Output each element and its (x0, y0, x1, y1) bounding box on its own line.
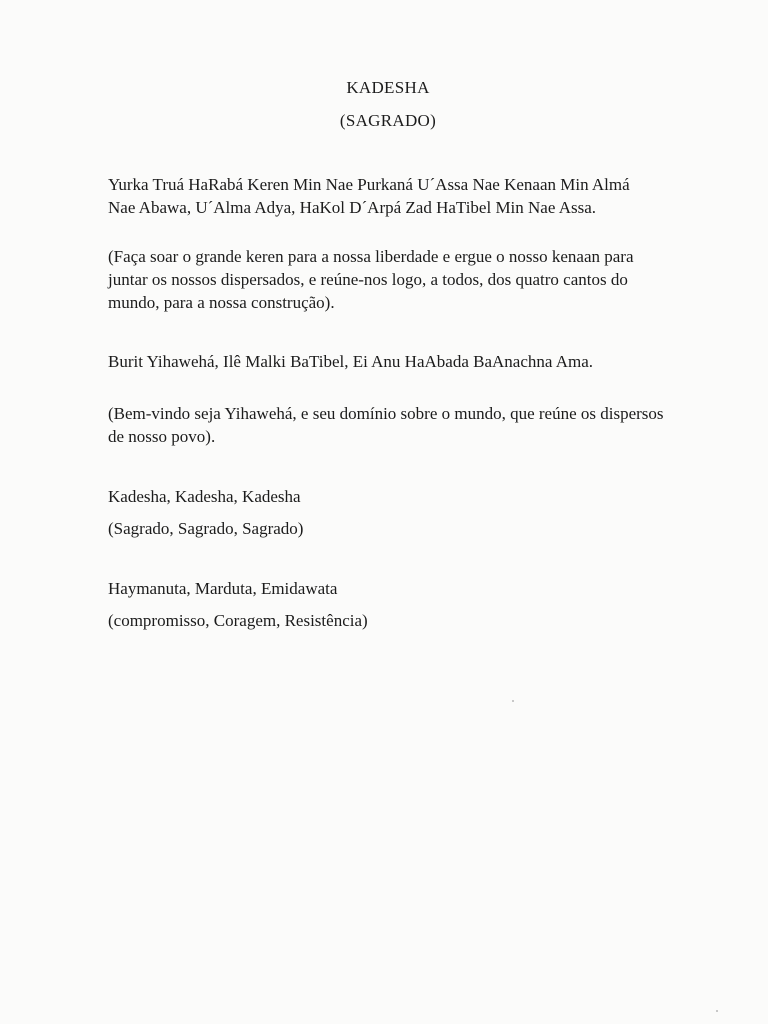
scan-speck (512, 700, 514, 702)
verse-2-translation: (Bem-vindo seja Yihawehá, e seu domínio sobre o mundo, que reúne os dispersos de nosso povo). (108, 404, 664, 446)
verse-4-translation: (compromisso, Coragem, Resistência) (108, 611, 368, 630)
document-subtitle: (SAGRADO) (339, 111, 437, 130)
verse-3-translation: (Sagrado, Sagrado, Sagrado) (108, 519, 304, 538)
verse-4-text: Haymanuta, Marduta, Emidawata (108, 579, 338, 598)
document-title: KADESHA (346, 78, 430, 97)
verse-1-translation: (Faça soar o grande keren para a nossa liberdade e ergue o nosso kenaan para juntar os nossos dispersados, e reúne-nos logo, a todos, dos quatro cantos do mundo, para a nossa construção). (108, 247, 634, 312)
verse-1-text: Yurka Truá HaRabá Keren Min Nae Purkaná U´Assa Nae Kenaan Min Almá Nae Abawa, U´Alma Adya, HaKol D´Arpá Zad HaTibel Min Nae Assa. (108, 175, 630, 217)
verse-2-text: Burit Yihawehá, Ilê Malki BaTibel, Ei Anu HaAbada BaAnachna Ama. (108, 352, 594, 371)
verse-3-text: Kadesha, Kadesha, Kadesha (108, 487, 301, 506)
scan-speck (716, 1010, 718, 1012)
